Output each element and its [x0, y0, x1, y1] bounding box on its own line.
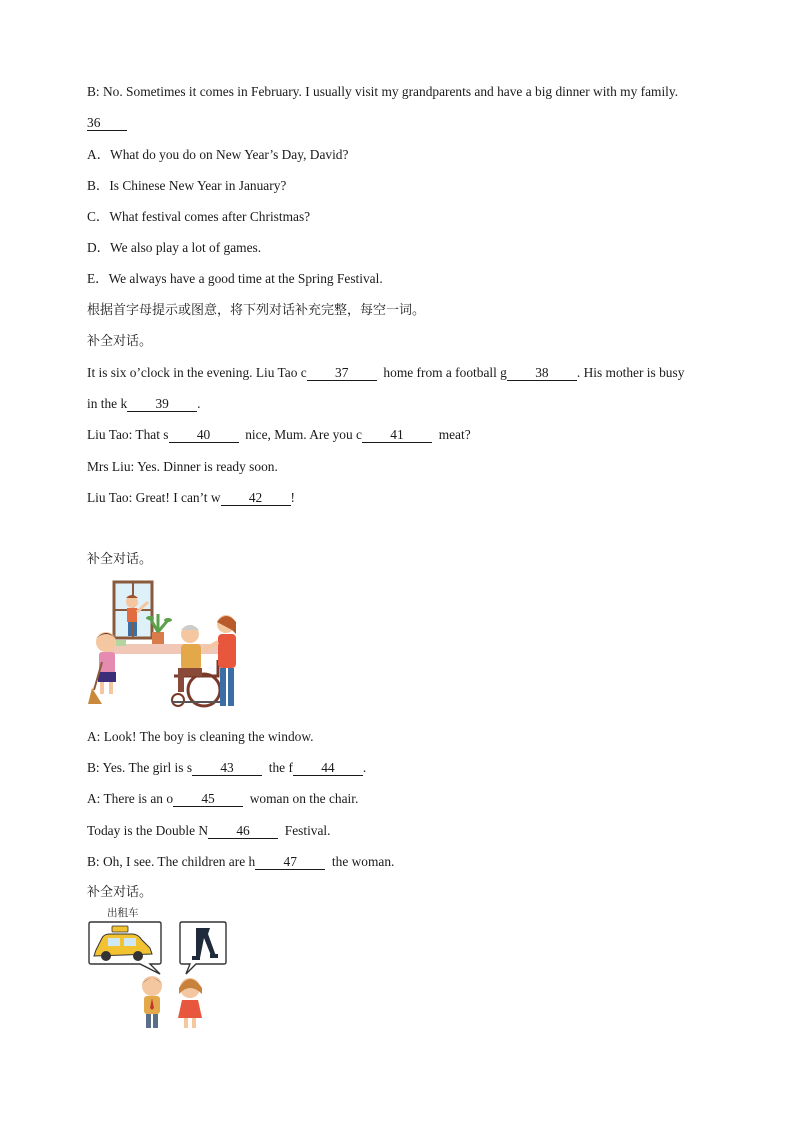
answer-36-line — [87, 114, 127, 132]
blank-40[interactable]: 40 — [169, 427, 239, 443]
s3-line5-text1: B: Oh, I see. The children are h — [87, 854, 256, 869]
blank-43[interactable]: 43 — [192, 760, 262, 776]
s3-line2-text2: the f — [268, 760, 293, 775]
s3-line3-text2: woman on the chair. — [249, 791, 359, 806]
section2-heading: 补全对话。 — [87, 334, 153, 349]
blank-37[interactable]: 37 — [307, 365, 377, 381]
section3-heading: 补全对话。 — [87, 552, 153, 567]
s3-line5 — [87, 853, 394, 871]
blank-41[interactable]: 41 — [362, 427, 432, 443]
s2-line5-text2: ! — [290, 490, 296, 505]
s3-line2-text3: . — [362, 760, 367, 775]
option-d: D．We also play a lot of games. — [87, 240, 262, 255]
blank-38[interactable]: 38 — [507, 365, 577, 381]
s2-line5 — [87, 489, 295, 507]
blank-44[interactable]: 44 — [293, 760, 363, 776]
s2-line3-text2: nice, Mum. Are you c — [245, 427, 362, 442]
option-b: B．Is Chinese New Year in January? — [87, 178, 287, 193]
s2-line1-text2: home from a football g — [383, 365, 507, 380]
option-a: A．What do you do on New Year’s Day, David? — [87, 147, 349, 162]
dialog-b-line: B: No. Sometimes it comes in February. I usually visit my grandparents and have a big dinner with my family. — [87, 84, 679, 99]
s2-line2-text2: . — [197, 396, 201, 411]
s3-line2-text1: B: Yes. The girl is s — [87, 760, 193, 775]
s2-line2-text1: in the k — [87, 396, 128, 411]
blank-47[interactable]: 47 — [255, 854, 325, 870]
blank-36[interactable]: 36 — [87, 115, 127, 131]
s3-line4 — [87, 822, 331, 840]
blank-42[interactable]: 42 — [221, 490, 291, 506]
s3-line3 — [87, 790, 358, 808]
s2-line2 — [87, 395, 201, 413]
s3-line4-text1: Today is the Double N — [87, 823, 209, 838]
s2-line5-text1: Liu Tao: Great! I can’t w — [87, 490, 221, 505]
s2-line3 — [87, 426, 471, 444]
s2-line3-text1: Liu Tao: That s — [87, 427, 169, 442]
s2-line4: Mrs Liu: Yes. Dinner is ready soon. — [87, 459, 278, 474]
taxi-label: 出租车 — [107, 907, 139, 919]
s3-line4-text2: Festival. — [284, 823, 331, 838]
s2-line3-text3: meat? — [438, 427, 471, 442]
transport-dialog-illustration — [86, 920, 232, 1034]
s2-line1 — [87, 364, 684, 382]
section4-heading: 补全对话。 — [87, 885, 153, 900]
s3-line5-text2: the woman. — [331, 854, 395, 869]
option-c: C．What festival comes after Christmas? — [87, 209, 311, 224]
blank-45[interactable]: 45 — [173, 791, 243, 807]
s3-line1: A: Look! The boy is cleaning the window. — [87, 729, 314, 744]
s2-line1-text3: . His mother is busy — [576, 365, 685, 380]
s3-line3-text1: A: There is an o — [87, 791, 174, 806]
double-ninth-festival-illustration — [86, 580, 256, 716]
instruction: 根据首字母提示或图意，将下列对话补充完整，每空一词。 — [87, 303, 426, 318]
option-e: E．We always have a good time at the Spring Festival. — [87, 271, 383, 286]
blank-39[interactable]: 39 — [127, 396, 197, 412]
s2-line1-text1: It is six o’clock in the evening. Liu Tao c — [87, 365, 307, 380]
s3-line2 — [87, 759, 366, 777]
blank-46[interactable]: 46 — [208, 823, 278, 839]
